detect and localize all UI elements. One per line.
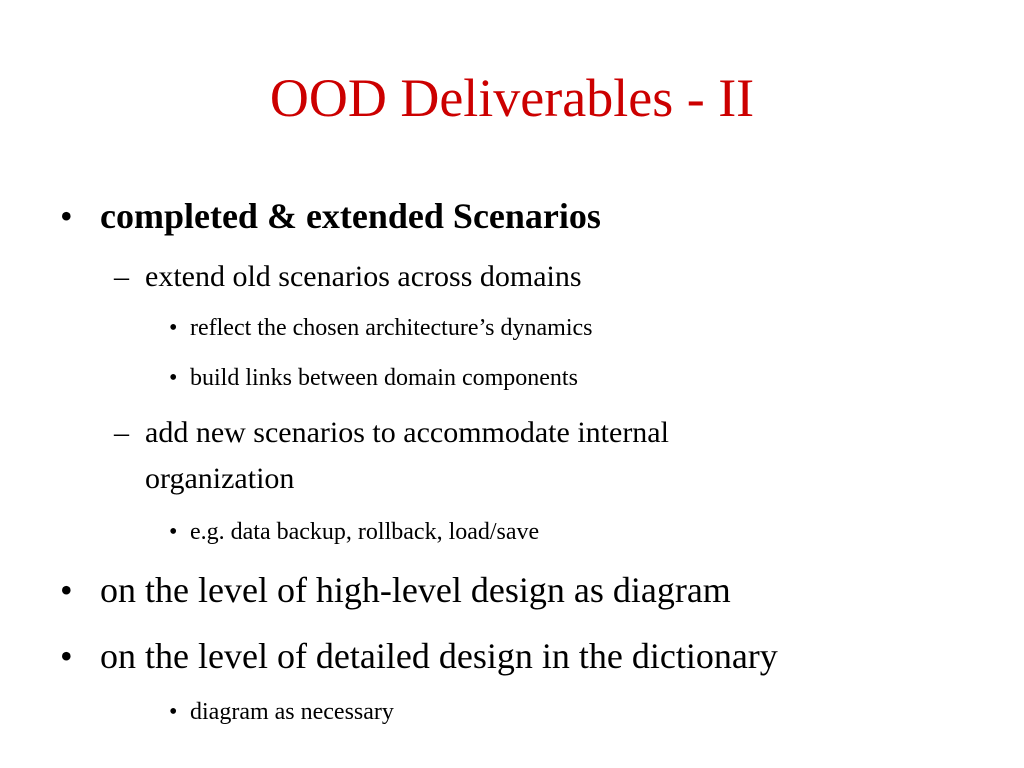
sub-sub-item-diagram-as-necessary: diagram as necessary bbox=[190, 699, 394, 725]
dash-marker: – bbox=[114, 260, 129, 293]
bullet-marker: • bbox=[169, 519, 178, 545]
bullet-marker: • bbox=[169, 699, 178, 725]
sub-item-add-new-scenarios-continued: organization bbox=[145, 462, 295, 495]
bullet-marker: • bbox=[169, 315, 178, 341]
sub-item-add-new-scenarios: add new scenarios to accommodate internal bbox=[145, 416, 669, 449]
bullet-marker: • bbox=[60, 196, 73, 236]
sub-sub-item-build-links: build links between domain components bbox=[190, 365, 578, 391]
bullet-marker: • bbox=[60, 636, 73, 676]
sub-item-extend-old-scenarios: extend old scenarios across domains bbox=[145, 260, 582, 293]
bullet-marker: • bbox=[169, 365, 178, 391]
slide-title: OOD Deliverables - II bbox=[269, 68, 755, 128]
bullet-item-completed-extended-scenarios: completed & extended Scenarios bbox=[100, 196, 601, 236]
dash-marker: – bbox=[114, 416, 129, 449]
bullet-item-detailed-design: on the level of detailed design in the dictionary bbox=[100, 636, 778, 676]
bullet-marker: • bbox=[60, 570, 73, 610]
bullet-item-high-level-design: on the level of high-level design as diagram bbox=[100, 570, 731, 610]
sub-sub-item-examples: e.g. data backup, rollback, load/save bbox=[190, 519, 540, 545]
sub-sub-item-reflect-architecture: reflect the chosen architecture’s dynamics bbox=[190, 315, 593, 341]
